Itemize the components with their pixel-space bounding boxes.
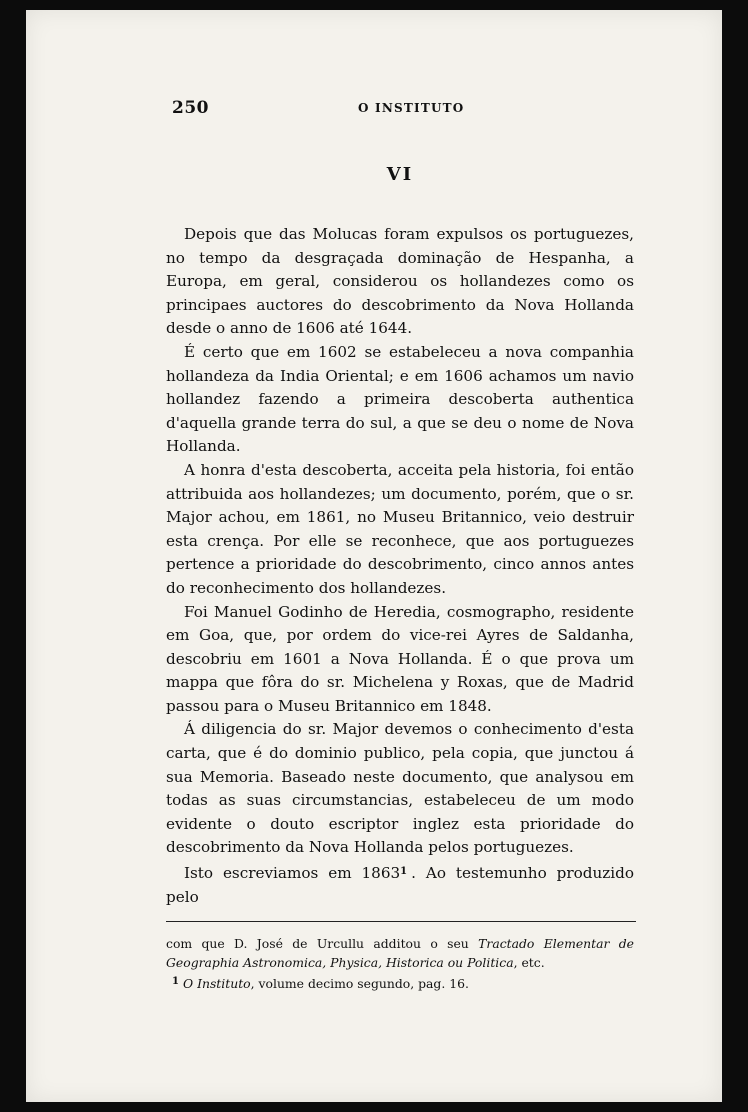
footnote-title: Tractado Elementar de Geographia Astronomica, Physica, Historica ou Politica [166, 936, 635, 971]
paragraph: A honra d'esta descoberta, acceita pela historia, foi então attribuida aos hollandezes; um documento, porém, que o sr. Major achou, em 1861, no Museu Britannico, veio destruir esta crença. Por elle se reconhece, que aos portuguezes pertence a prioridade do descobrimento, cinco annos antes do reconhecimento dos hollandezes. [166, 460, 634, 597]
page-number: 250 [172, 98, 209, 118]
footnote-marker: 1 [400, 866, 408, 878]
footnotes [166, 934, 634, 993]
paragraph: É certo que em 1602 se estabeleceu a nova companhia hollandeza da India Oriental; e em 1606 achamos um navio hollandez fazendo a primeira descoberta authentica d'aquella grande terra do sul, a que se deu o nome de Nova Hollanda. [166, 342, 634, 456]
paragraph: Depois que das Molucas foram expulsos os portuguezes, no tempo da desgraçada dominação de Hespanha, a Europa, em geral, considerou os hollandezes como os principaes auctores do descobrimento da Nova Hollanda desde o anno de 1606 até 1644. [166, 225, 634, 338]
footnote [166, 972, 634, 993]
footnote-divider [166, 921, 636, 922]
paragraph-text: Isto escreviamos em 1863 [184, 864, 401, 883]
running-head: O INSTITUTO [358, 101, 465, 115]
footnote-text: , volume decimo segundo, pag. 16. [250, 976, 469, 992]
footnote-text: , etc. [513, 955, 545, 971]
section-heading: VI [386, 164, 414, 185]
footnote-continuation [166, 934, 634, 972]
footnote-number: 1 [172, 976, 179, 988]
paragraph-last [166, 860, 634, 909]
footnote-text: com que D. José de Urcullu additou o seu [166, 936, 479, 952]
page-content [166, 98, 634, 993]
paragraph: Foi Manuel Godinho de Heredia, cosmographo, residente em Goa, que, por ordem do vice-rei Ayres de Saldanha, descobriu em 1601 a Nova Hollanda. É o que prova um mappa que fôra do sr. Michelena y Roxas, que de Madrid passou para o Museu Britannico em 1848. [166, 602, 634, 715]
paragraph-text: . Ao testemunho produzido pelo [166, 864, 634, 906]
footnote-journal: O Instituto [182, 976, 251, 992]
page-header [166, 98, 634, 120]
paragraph: Á diligencia do sr. Major devemos o conhecimento d'esta carta, que é do dominio publico, pela copia, que junctou á sua Memoria. Baseado neste documento, que analysou em todas as suas circumstancias, estabeleceu de um modo evidente o douto escriptor inglez esta prioridade do descobrimento da Nova Hollanda pelos portuguezes. [166, 720, 634, 857]
book-page [26, 10, 722, 1102]
